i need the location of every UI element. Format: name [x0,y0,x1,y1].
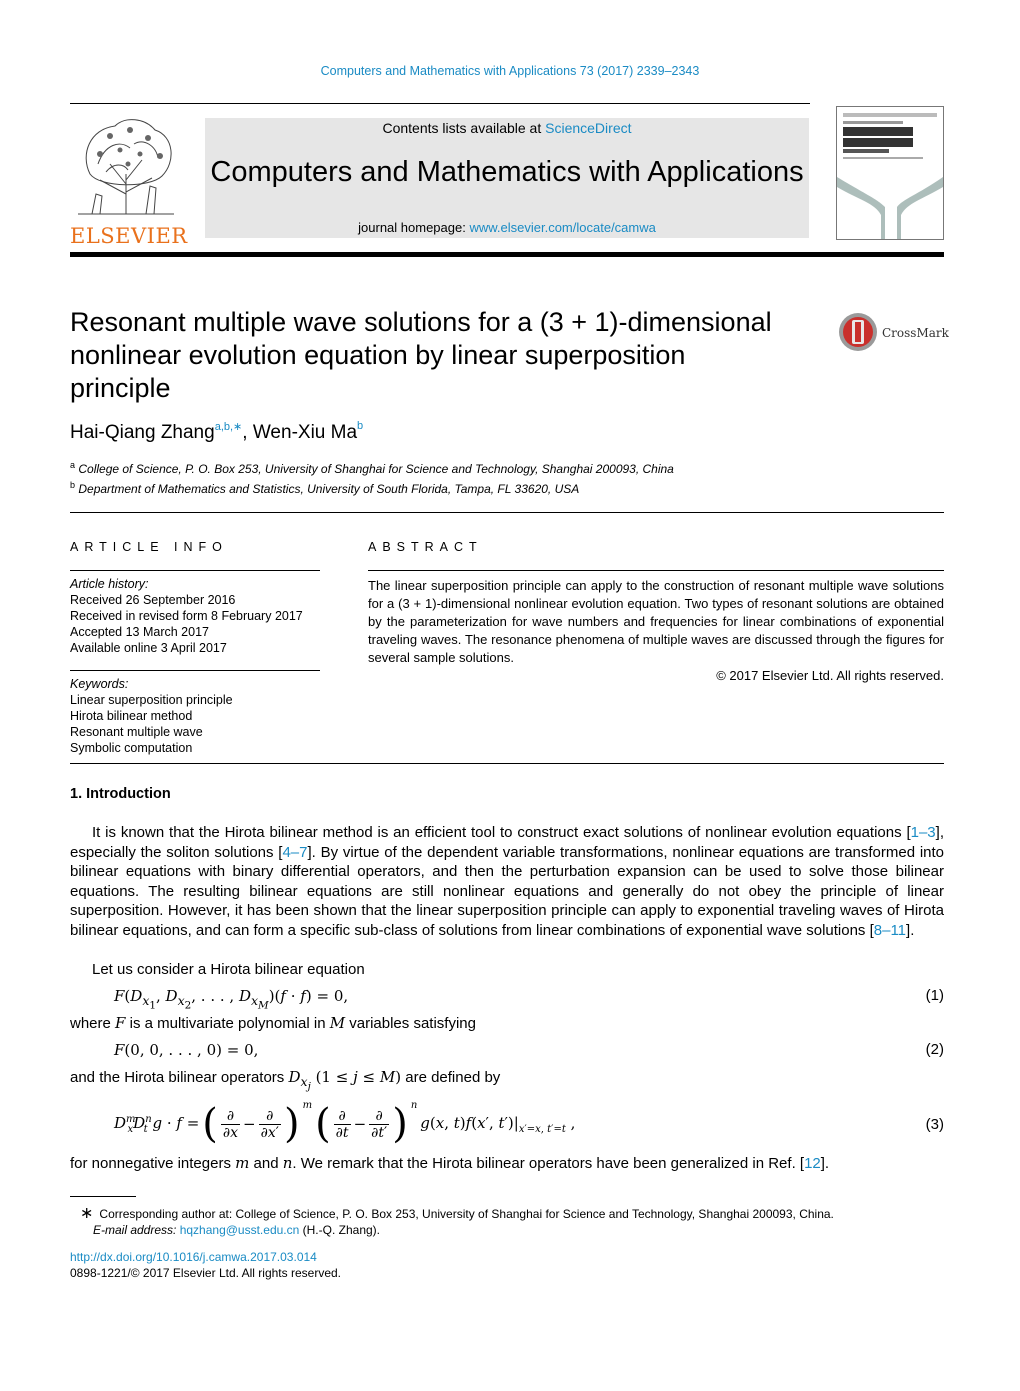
header-thick-rule [70,252,944,257]
article-title [70,306,830,405]
homepage-line: journal homepage: www.elsevier.com/locate/camwa [358,220,656,235]
equation-number: (3) [925,1116,944,1133]
elsevier-logo [70,114,188,248]
issn-line: 0898-1221/© 2017 Elsevier Ltd. All rights reserved. [70,1266,341,1280]
author-affiliation-marks[interactable]: a,b,∗ [214,421,243,433]
abstract-text [368,577,944,685]
reference-link[interactable]: 4–7 [282,843,308,861]
keyword: Hirota bilinear method [70,709,193,723]
equation-body: $D^m_xD^n_t$ g · f = ( ∂ ∂x − ∂ ∂x′ ) $^m$ ( ∂ ∂t − ∂ ∂t′ ) $^n$ g(x, t)f(x′, $t')|_{x'=x, t'=t}$ , [114,1100,576,1147]
affiliation [70,480,579,496]
reference-link[interactable]: 1–3 [910,824,936,841]
footnote-text: Corresponding author at: College of Science, P. O. Box 253, University of Shanghai for Science and Technology, Shanghai 200093, China. [99,1207,834,1221]
info-rule [70,570,320,571]
abstract-paragraph: The linear superposition principle can apply to the construction of resonant multiple wave solutions for a (3 + 1)-dimensional nonlinear evolution equation. Two types of resonant solutions are obtained by the parameterization for wave numbers and frequencies for linear combinations of exponential traveling waves. The resonance phenomena of multiple waves are discussed through the figures for several sample solutions. [368,578,944,665]
affiliation-mark: a [70,460,76,470]
journal-cover-image [837,107,943,239]
abstract-rule [368,570,944,571]
keywords-rule [70,670,320,671]
doi-link[interactable]: http://dx.doi.org/10.1016/j.camwa.2017.03.014 [70,1250,317,1264]
journal-banner [205,118,809,238]
section-heading: 1. Introduction [70,786,171,802]
keyword: Symbolic computation [70,741,193,755]
equation-number: (2) [925,1041,944,1058]
email-link[interactable]: hqzhang@usst.edu.cn [179,1223,300,1237]
history-item: Received 26 September 2016 [70,593,236,607]
info-top-rule [70,512,944,513]
affiliation-text: College of Science, P. O. Box 253, University of Shanghai for Science and Technology, Shanghai 200093, China [78,462,674,476]
title-line: Resonant multiple wave solutions for a (3 + 1)-dimensional [70,307,772,337]
intro-text: where F is a multivariate polynomial in M variables satisfying [70,1014,476,1032]
journal-citation[interactable]: Computers and Mathematics with Applications 73 (2017) 2339–2343 [320,64,700,78]
publisher-name: ELSEVIER [70,224,188,248]
affiliation-mark: b [70,480,76,490]
article-history [70,576,320,656]
equation-body: $F(D_{x_1}$, $D_{x_2}$, . . . , $D_{x_M})(f \cdot f) = 0$, [114,987,349,1012]
history-item: Received in revised form 8 February 2017 [70,609,303,623]
info-bottom-rule [70,763,944,764]
crossmark-label: CrossMark [882,326,949,340]
footnote-email: E-mail address: hqzhang@usst.edu.cn (H.-Q. Zhang). [93,1223,380,1237]
keywords [70,676,320,756]
elsevier-tree-icon [70,114,182,218]
sciencedirect-link[interactable]: ScienceDirect [545,120,632,136]
contents-line: Contents lists available at ScienceDirect [382,120,632,136]
keywords-label: Keywords: [70,677,129,691]
journal-title: Computers and Mathematics with Applications [210,156,804,188]
history-label: Article history: [70,577,149,591]
equation-number: (1) [925,987,944,1004]
intro-text: for nonnegative integers m and n. We remark that the Hirota bilinear operators have been generalized in Ref. [12]. [70,1154,830,1172]
crossmark-icon [838,312,878,352]
footnote [70,1205,944,1223]
journal-cover [836,106,944,240]
equation-body: F(0, 0, . . . , 0) = 0, [114,1041,259,1059]
affiliation [70,460,674,476]
author-separator: , [242,422,253,443]
title-line: principle [70,373,171,403]
copyright-line: © 2017 Elsevier Ltd. All rights reserved. [716,668,944,683]
reference-link[interactable]: 8–11 [873,921,907,939]
author-name: Wen-Xiu Ma [252,422,358,443]
title-line: nonlinear evolution equation by linear superposition [70,340,686,370]
homepage-link[interactable]: www.elsevier.com/locate/camwa [469,220,656,235]
intro-paragraph: Let us consider a Hirota bilinear equation [92,961,365,978]
equation-3 [70,1100,944,1148]
header-rule [70,103,810,104]
reference-link[interactable]: 12 [804,1155,821,1172]
footnote-mark: ∗ [80,1205,94,1222]
history-item: Available online 3 April 2017 [70,641,227,655]
history-item: Accepted 13 March 2017 [70,625,209,639]
article-info-heading: ARTICLE INFO [70,540,228,554]
intro-text: and the Hirota bilinear operators $D_{x_j}$ (1 ≤ j ≤ M) are defined by [70,1068,501,1093]
crossmark-badge[interactable] [838,312,948,354]
footnote-rule [70,1196,136,1197]
keyword: Resonant multiple wave [70,725,203,739]
author-name: Hai-Qiang Zhang [70,422,215,443]
keyword: Linear superposition principle [70,693,233,707]
author-affiliation-marks[interactable]: b [357,420,364,432]
intro-paragraph: It is known that the Hirota bilinear method is an efficient tool to construct exact solutions of nonlinear evolution equations [1–3], especially the soliton solutions [4–7]. By virtue of the dependent variable transformations, nonlinear equations are transformed into bilinear equations with binary differential operators, and then the perturbation expansion can be used to solve those bilinear equations. The resulting bilinear equations are still nonlinear equations and generally do not obey the principle of linear superposition. However, it has been shown that the linear superposition principle can apply to exponential traveling waves of Hirota bilinear equations, and can form a specific sub-class of solutions from linear combinations of exponential wave solutions [8–11]. [70,824,944,939]
author-list [70,422,363,444]
affiliation-text: Department of Mathematics and Statistics, University of South Florida, Tampa, FL 33620, USA [78,482,580,496]
abstract-heading: ABSTRACT [368,540,483,554]
